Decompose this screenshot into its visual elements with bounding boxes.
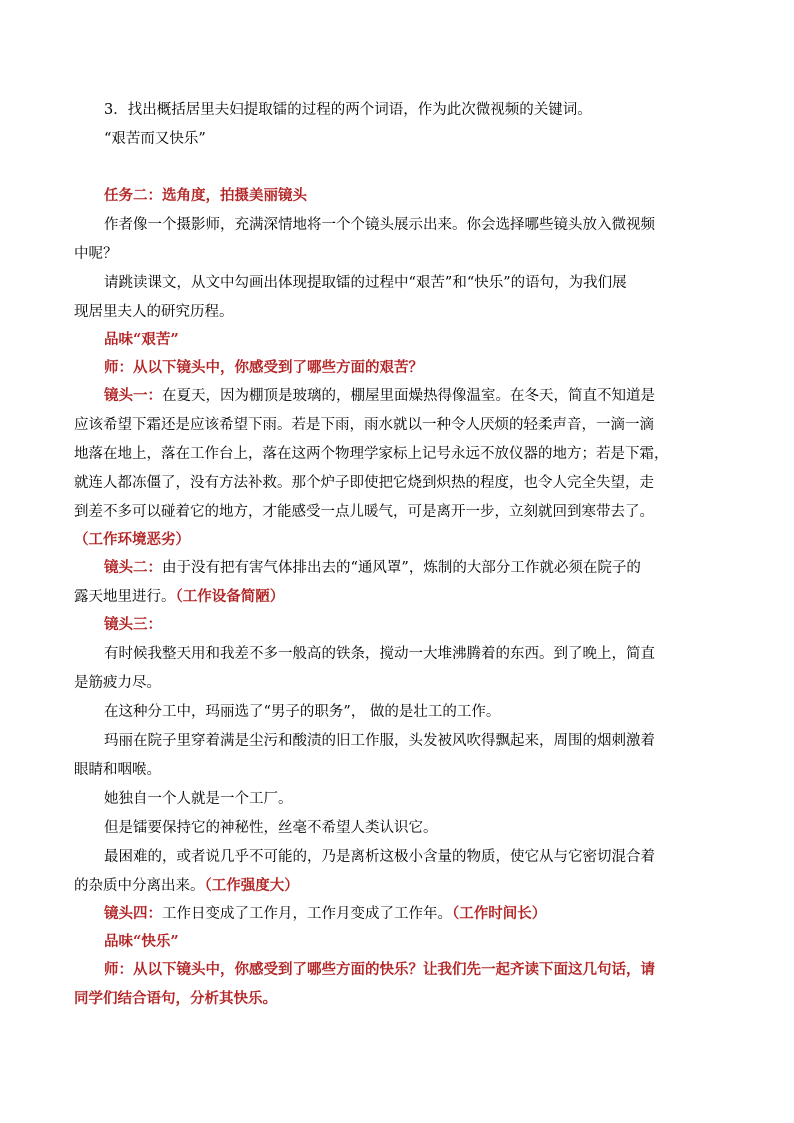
paragraph-line: 最困难的，或者说几乎不可能的，乃是离析这极小含量的物质，使它从与它密切混合着 (104, 849, 655, 865)
paragraph-line: 玛丽在院子里穿着满是尘污和酸渍的旧工作服，头发被风吹得飘起来，周围的烟刺激着 (104, 733, 655, 749)
scene-label: 镜头二： (104, 559, 162, 576)
scene-text: 的杂质中分离出来。 (74, 878, 205, 894)
scene-2-line (104, 558, 641, 578)
teacher-question-cont: 同学们结合语句，分析其快乐。 (74, 990, 277, 1007)
paragraph-line: 地落在地上，落在工作台上，落在这两个物理学家标上记号永远不放仪器的地方；若是下霜， (74, 446, 669, 462)
paragraph-line: 现居里夫人的研究历程。 (74, 304, 234, 320)
paragraph-line: 应该希望下霜还是应该希望下雨。若是下雨，雨水就以一种令人厌烦的轻柔声音，一滴一滴 (74, 417, 654, 433)
paragraph-line (74, 876, 299, 896)
answer-keywords: “艰苦而又快乐” (104, 131, 206, 147)
section-heading-hardship: 品味“艰苦” (104, 331, 179, 348)
note-environment: （工作环境恶劣） (74, 531, 190, 548)
paragraph-line (74, 587, 284, 607)
paragraph-line: 作者像一个摄影师，充满深情地将一个个镜头展示出来。你会选择哪些镜头放入微视频 (104, 217, 655, 233)
note-duration: （工作时间长） (452, 905, 547, 922)
section-heading-joy: 品味“快乐” (104, 933, 179, 950)
teacher-question: 师：从以下镜头中，你感受到了哪些方面的快乐？让我们先一起齐读下面这几句话，请 (104, 961, 655, 978)
paragraph-line: 但是镭要保持它的神秘性，丝毫不希望人类认识它。 (104, 820, 438, 836)
scene-3-label: 镜头三： (104, 616, 162, 633)
paragraph-line: 到差不多可以碰着它的地方，才能感受一点儿暖气，可是离开一步，立刻就回到寒带去了。 (74, 504, 654, 520)
task-2-heading: 任务二：选角度，拍摄美丽镜头 (104, 187, 307, 204)
note-equipment: （工作设备简陋） (175, 588, 285, 605)
scene-1-line (104, 386, 655, 406)
scene-text: 由于没有把有害气体排出去的“通风罩”，炼制的大部分工作就必须在院子的 (162, 560, 641, 576)
paragraph-line: 在这种分工中，玛丽选了“男子的职务”， 做的是壮工的工作。 (104, 704, 501, 720)
paragraph-line: 是筋疲力尽。 (74, 675, 161, 691)
scene-label: 镜头四： (104, 905, 162, 922)
scene-text: 露天地里进行。 (74, 589, 176, 605)
question-3: 3．找出概括居里夫妇提取镭的过程的两个词语，作为此次微视频的关键词。 (104, 102, 592, 118)
paragraph-line: 中呢？ (74, 246, 118, 262)
paragraph-line: 眼睛和咽喉。 (74, 762, 161, 778)
scene-label: 镜头一： (104, 387, 162, 404)
paragraph-line: 请跳读课文，从文中勾画出体现提取镭的过程中“艰苦”和“快乐”的语句，为我们展 (104, 275, 627, 291)
paragraph-line: 就连人都冻僵了，没有方法补救。那个炉子即使把它烧到炽热的程度，也令人完全失望，走 (74, 475, 654, 491)
scene-4-line (104, 904, 546, 924)
paragraph-line: 她独自一个人就是一个工厂。 (104, 791, 293, 807)
teacher-question: 师：从以下镜头中，你感受到了哪些方面的艰苦？ (104, 359, 423, 376)
scene-text: 在夏天，因为棚顶是玻璃的，棚屋里面燥热得像温室。在冬天，简直不知道是 (162, 388, 655, 404)
scene-text: 工作日变成了工作月，工作月变成了工作年。 (162, 906, 452, 922)
note-intensity: （工作强度大） (204, 877, 299, 894)
paragraph-line: 有时候我整天用和我差不多一般高的铁条，搅动一大堆沸腾着的东西。到了晚上，简直 (104, 646, 655, 662)
